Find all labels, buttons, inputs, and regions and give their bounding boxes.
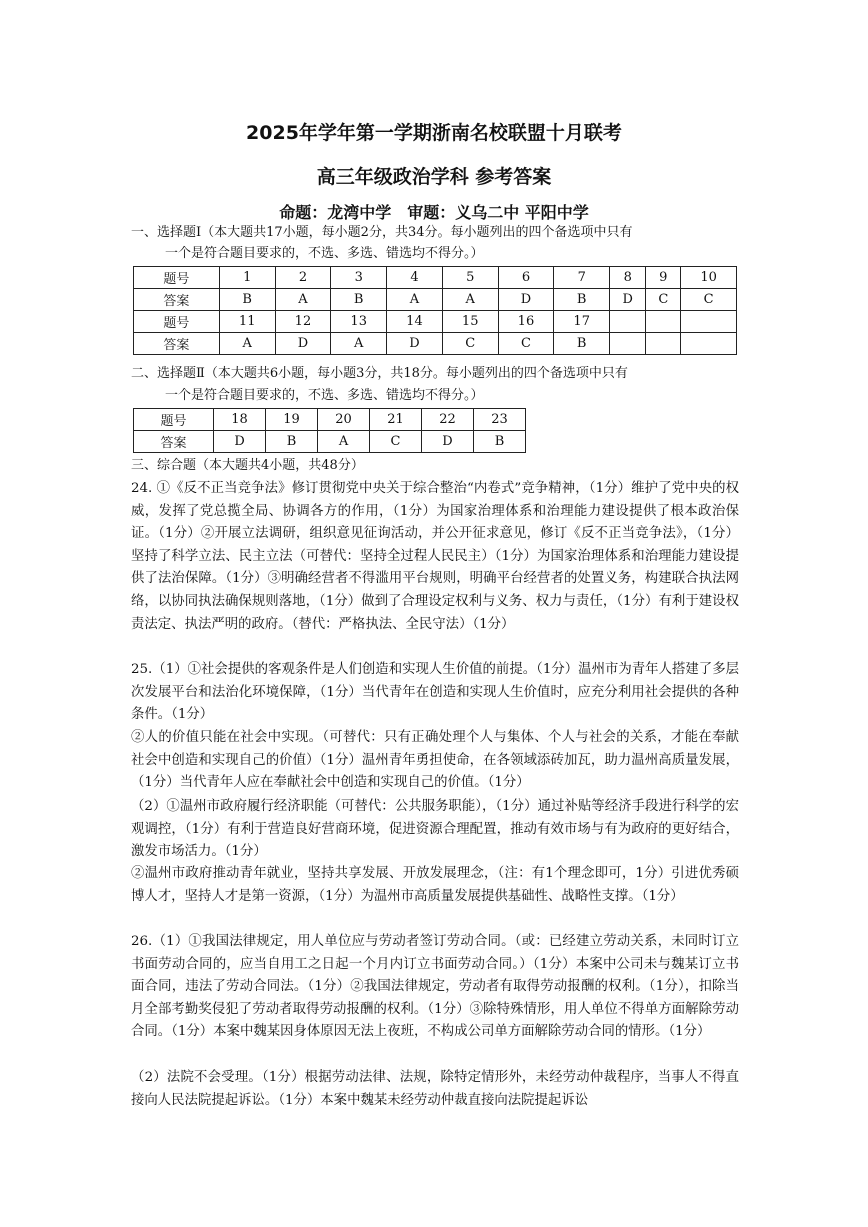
table-cell: 5 (442, 267, 498, 289)
table-row-answers (134, 431, 526, 453)
authors-line: 命题：龙湾中学 审题：义乌二中 平阳中学 (279, 203, 589, 222)
row-label-question: 题号 (134, 409, 214, 431)
table-cell: C (498, 333, 554, 355)
table-cell: 23 (473, 409, 525, 431)
table-cell: 1 (219, 267, 275, 289)
answer-q25-2-b: ②温州市政府推动青年就业，坚持共享发展、开放发展理念，（注：有1个理念即可，1分）引进优秀硕博人才，坚持人才是第一资源，（1分）为温州市高质量发展提供基础性、战略性支撑。（1分） (131, 866, 739, 904)
table-cell: D (498, 289, 554, 311)
section2-heading-cont: 一个是符合题目要求的，不选、多选、错选均不得分。） (165, 388, 484, 403)
answer-q25-1-a: 25.（1）①社会提供的客观条件是人们创造和实现人生价值的前提。（1分）温州市为青年人搭建了多层次发展平台和法治化环境保障，（1分）当代青年在创造和实现人生价值时，应充分利用社会提供的各种条件。（1分） (131, 662, 739, 723)
row-label-question: 题号 (134, 267, 220, 289)
table-cell: B (554, 289, 610, 311)
answer-q24: 24. ①《反不正当竞争法》修订贯彻党中央关于综合整治“内卷式”竞争精神，（1分）维护了党中央的权威，发挥了党总揽全局、协调各方的作用，（1分）为国家治理体系和治理能力建设提供了根本政治保证。（1分）②开展立法调研，组织意见征询活动，并公开征求意见，修订《反不正当竞争法》，（1分）坚持了科学立法、民主立法（可替代：坚持全过程人民民主）（1分）为国家治理体系和治理能力建设提供了法治保障。（1分）③明确经营者不得滥用平台规则，明确平台经营者的处置义务，构建联合执法网络，以协同执法确保规则落地，（1分）做到了合理设定权利与义务、权力与责任，（1分）有利于建设权责法定、执法严明的政府。（替代：严格执法、全民守法）（1分） (131, 481, 739, 632)
table-cell: D (214, 431, 266, 453)
table-cell: A (387, 289, 443, 311)
table-row-answers-2 (134, 333, 737, 355)
table-cell (610, 333, 646, 355)
table-cell: D (275, 333, 331, 355)
table-row-answers-1 (134, 289, 737, 311)
table-cell: A (275, 289, 331, 311)
table-cell: 13 (331, 311, 387, 333)
row-label-answer: 答案 (134, 289, 220, 311)
section1-heading: 一、选择题Ⅰ（本大题共17小题，每小题2分，共34分。每小题列出的四个备选项中只有 (131, 225, 633, 240)
table-cell: 3 (331, 267, 387, 289)
table-cell: C (646, 289, 681, 311)
table-cell: B (219, 289, 275, 311)
table-row-questions (134, 409, 526, 431)
table-cell: 15 (442, 311, 498, 333)
section1-heading-cont: 一个是符合题目要求的，不选、多选、错选均不得分。） (165, 246, 484, 261)
table-cell: C (370, 431, 422, 453)
table-cell: 22 (421, 409, 473, 431)
table-cell: 17 (554, 311, 610, 333)
table-cell: 7 (554, 267, 610, 289)
table-cell: 18 (214, 409, 266, 431)
table-cell: 20 (318, 409, 370, 431)
table-cell: 4 (387, 267, 443, 289)
answer-q25-1-b: ②人的价值只能在社会中实现。（可替代：只有正确处理个人与集体、个人与社会的关系，才能在奉献社会中创造和实现自己的价值）（1分）温州青年勇担使命，在各领域添砖加瓦，助力温州高质量发展，（1分）当代青年人应在奉献社会中创造和实现自己的价值。（1分） (131, 730, 739, 791)
table-cell: 19 (266, 409, 318, 431)
page-title: 2025年学年第一学期浙南名校联盟十月联考 (246, 122, 622, 144)
table-cell (646, 311, 681, 333)
answer-table-2 (133, 408, 526, 453)
table-cell (646, 333, 681, 355)
table-cell: 8 (610, 267, 646, 289)
table-row-questions-1 (134, 267, 737, 289)
table-cell: 9 (646, 267, 681, 289)
table-cell: 16 (498, 311, 554, 333)
table-cell: A (331, 333, 387, 355)
table-row-questions-2 (134, 311, 737, 333)
table-cell (681, 333, 737, 355)
section2-heading: 二、选择题Ⅱ（本大题共6小题，每小题3分，共18分。每小题列出的四个备选项中只有 (131, 366, 628, 381)
answer-q25-2-a: （2）①温州市政府履行经济职能（可替代：公共服务职能），（1分）通过补贴等经济手段进行科学的宏观调控，（1分）有利于营造良好营商环境，促进资源合理配置，推动有效市场与有为政府的更好结合，激发市场活力。（1分） (131, 799, 739, 860)
table-cell: 21 (370, 409, 422, 431)
table-cell: 10 (681, 267, 737, 289)
table-cell: 2 (275, 267, 331, 289)
table-cell: A (318, 431, 370, 453)
table-cell: A (442, 289, 498, 311)
table-cell: B (266, 431, 318, 453)
table-cell: D (421, 431, 473, 453)
table-cell (610, 311, 646, 333)
table-cell: D (610, 289, 646, 311)
row-label-answer: 答案 (134, 431, 214, 453)
row-label-question: 题号 (134, 311, 220, 333)
page-subtitle: 高三年级政治学科 参考答案 (316, 166, 552, 188)
table-cell: 14 (387, 311, 443, 333)
table-cell: C (681, 289, 737, 311)
table-cell: A (219, 333, 275, 355)
table-cell: 12 (275, 311, 331, 333)
table-cell: B (473, 431, 525, 453)
row-label-answer: 答案 (134, 333, 220, 355)
table-cell: B (554, 333, 610, 355)
table-cell (681, 311, 737, 333)
table-cell: C (442, 333, 498, 355)
table-cell: B (331, 289, 387, 311)
section3-heading: 三、综合题（本大题共4小题，共48分） (131, 458, 364, 473)
answer-q26-1: 26.（1）①我国法律规定，用人单位应与劳动者签订劳动合同。（或：已经建立劳动关系，未同时订立书面劳动合同的，应当自用工之日起一个月内订立书面劳动合同。）（1分）本案中公司未与魏某订立书面合同，违法了劳动合同法。（1分）②我国法律规定，劳动者有取得劳动报酬的权利。（1分），扣除当月全部考勤奖侵犯了劳动者取得劳动报酬的权利。（1分）③除特殊情形，用人单位不得单方面解除劳动合同。（1分）本案中魏某因身体原因无法上夜班，不构成公司单方面解除劳动合同的情形。（1分） (131, 934, 739, 1040)
table-cell: D (387, 333, 443, 355)
answer-table-1 (133, 266, 737, 355)
table-cell: 6 (498, 267, 554, 289)
answer-q26-2: （2）法院不会受理。（1分）根据劳动法律、法规，除特定情形外，未经劳动仲裁程序，当事人不得直接向人民法院提起诉讼。（1分）本案中魏某未经劳动仲裁直接向法院提起诉讼 (131, 1070, 739, 1108)
table-cell: 11 (219, 311, 275, 333)
